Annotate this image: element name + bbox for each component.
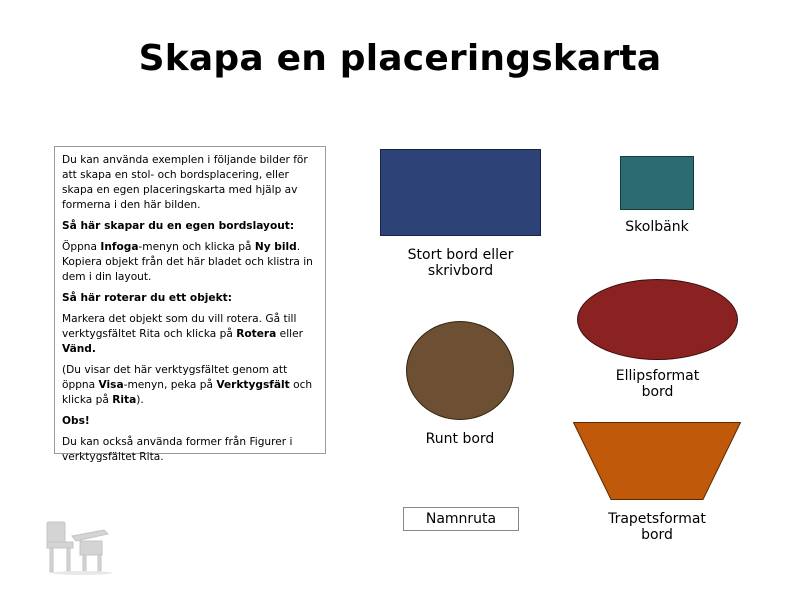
large-table-shape[interactable] <box>380 149 541 236</box>
instructions-show-toolbar: (Du visar det här verktygsfältet genom att öppna Visa-menyn, peka på Verktygsfält och klicka på Rita). <box>62 364 313 406</box>
school-desk-chair-icon <box>44 516 116 576</box>
heading-layout: Så här skapar du en egen bordslayout: <box>62 220 295 232</box>
heading-rotate: Så här roterar du ett objekt: <box>62 292 232 304</box>
large-table-label: Stort bord eller skrivbord <box>407 247 514 279</box>
instructions-obs: Du kan också använda former från Figurer i verktygsfältet Rita. <box>62 436 293 463</box>
round-table-label: Runt bord <box>425 431 495 447</box>
school-desk-label: Skolbänk <box>625 219 689 235</box>
instructions-box <box>54 146 326 463</box>
round-table-shape[interactable] <box>406 321 514 420</box>
instructions-intro: Du kan använda exemplen i följande bilder för att skapa en stol- och bordsplacering, eller skapa en egen placeringskarta med hjälp av formerna i den här bilden. <box>62 154 308 211</box>
name-box[interactable]: Namnruta <box>403 507 519 531</box>
instructions-layout: Öppna Infoga-menyn och klicka på Ny bild. Kopiera objekt från det här bladet och klistra in dem i din layout. <box>62 241 313 283</box>
school-desk-shape[interactable] <box>620 156 694 210</box>
heading-obs: Obs! <box>62 415 90 427</box>
instructions-rotate: Markera det objekt som du vill rotera. Gå till verktygsfältet Rita och klicka på Rotera eller Vänd. <box>62 313 303 355</box>
elliptical-table-shape[interactable] <box>577 279 738 360</box>
elliptical-table-label: Ellipsformat bord <box>615 368 700 400</box>
trapezoid-table-label: Trapetsformat bord <box>608 511 706 543</box>
page-title: Skapa en placeringskarta <box>138 38 662 79</box>
trapezoid-table-shape[interactable] <box>573 422 741 500</box>
